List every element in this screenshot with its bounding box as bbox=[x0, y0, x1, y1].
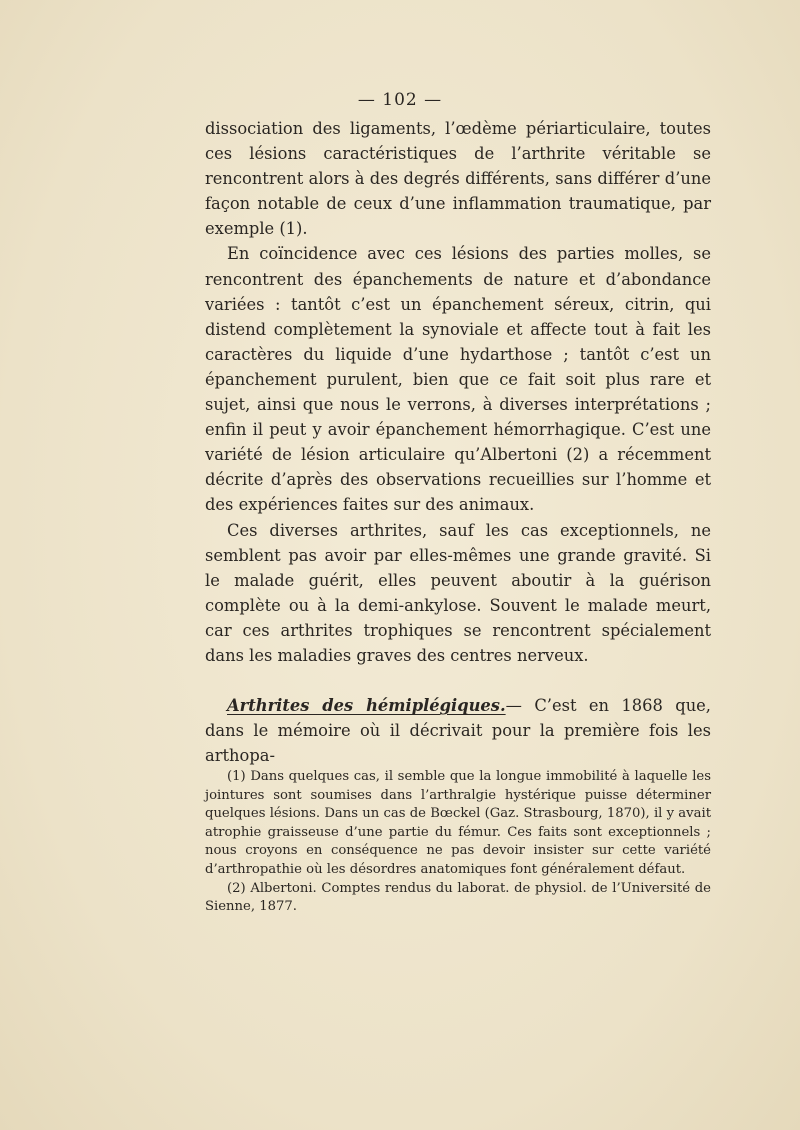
paragraph-1: dissociation des ligaments, l’œdème périarticulaire, toutes ces lésions caractéristiques de l’arthrite véritable se rencontrent alors à des degrés différents, sans différer d’une façon notable de ceux d’une inflammation traumatique, par exemple (1). bbox=[205, 119, 711, 239]
footnote-2: (2) Albertoni. Comptes rendus du laborat. de physiol. de l’Université de Sienne, 1877. bbox=[205, 880, 711, 915]
footnotes bbox=[205, 768, 711, 917]
paragraph-3: Ces diverses arthrites, sauf les cas exceptionnels, ne semblent pas avoir par elles-mêmes une grande gravité. Si le malade guérit, elles peuvent aboutir à la guérison complète ou à la demi-ankylose. Souvent le malade meurt, car ces arthrites trophiques se rencontrent spécialement dans les maladies graves des centres nerveux. bbox=[205, 520, 711, 665]
section-title: Arthrites des hémiplégiques. bbox=[227, 696, 506, 716]
paragraph-2: En coïncidence avec ces lésions des parties molles, se rencontrent des épanchements de nature et d’abondance variées : tantôt c’est un épanchement séreux, citrin, qui distend complètement la synoviale et affecte tout à fait les caractères du liquide d’une hydarthose ; tantôt c’est un épanchement purulent, bien que ce fait soit plus rare et sujet, ainsi que nous le verrons, à diverses interprétations ; enfin il peut y avoir épanchement hémorrhagique. C’est une variété de lésion articulaire qu’Albertoni (2) a récemment décrite d’après des observations recueillies sur l’homme et des expériences faites sur des animaux. bbox=[205, 244, 711, 515]
page-number: — 102 — bbox=[357, 90, 443, 110]
main-text bbox=[205, 116, 711, 768]
footnote-1: (1) Dans quelques cas, il semble que la longue immobilité à laquelle les jointures sont soumises dans l’arthralgie hystérique puisse déterminer quelques lésions. Dans un cas de Bœckel (Gaz. Strasbourg, 1870), il y avait atrophie graisseuse d’une partie du fémur. Ces faits sont exceptionnels ; nous croyons en conséquence ne pas devoir insister sur cette variété d’arthropathie où les désordres anatomiques font généralement défaut. bbox=[205, 769, 711, 877]
section-text: — C’est en 1868 que, dans le mémoire où il décrivait pour la première fois les arthopa- bbox=[205, 696, 711, 766]
section-paragraph bbox=[205, 693, 711, 768]
